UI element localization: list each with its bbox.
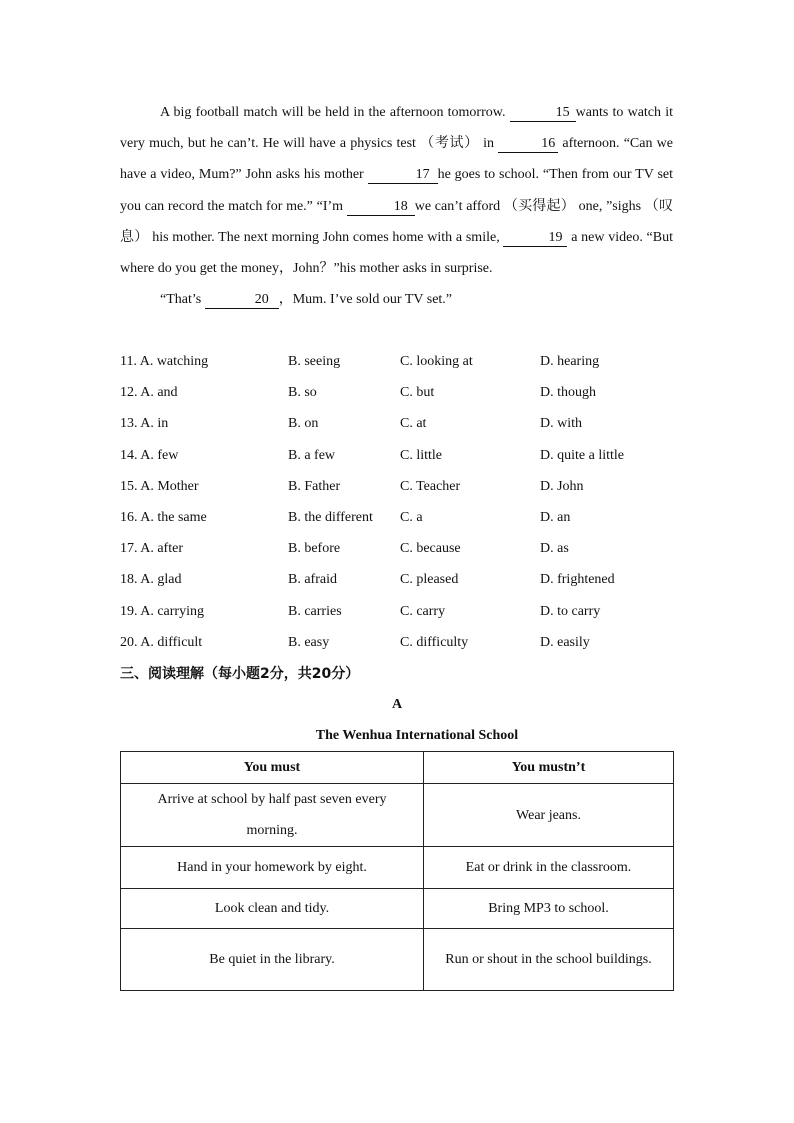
option-b: B. Father — [288, 478, 341, 494]
option-d: D. an — [540, 509, 571, 525]
option-a: 14. A. few — [120, 447, 179, 463]
school-title: The Wenhua International School — [315, 728, 519, 743]
option-d: D. with — [540, 416, 582, 432]
option-a: 13. A. in — [120, 416, 169, 432]
option-a: 18. A. glad — [120, 572, 182, 588]
option-d: D. though — [540, 385, 596, 401]
passage-text: ，Mum. I’ve sold our TV set.” — [278, 292, 453, 308]
option-c: C. because — [400, 541, 461, 557]
must-cell: Be quiet in the library. — [121, 929, 424, 991]
mustnt-cell: Run or shout in the school buildings. — [424, 929, 674, 991]
option-d: D. frightened — [540, 572, 615, 588]
option-c: C. little — [400, 447, 442, 463]
question-row — [120, 627, 680, 658]
header-you-must: You must — [121, 752, 424, 784]
mustnt-cell: Wear jeans. — [424, 784, 674, 847]
cloze-passage — [120, 97, 673, 315]
option-a: 19. A. carrying — [120, 603, 204, 619]
option-a: 12. A. and — [120, 385, 178, 401]
question-row — [120, 596, 680, 627]
part-letter: A — [391, 697, 403, 712]
option-d: D. hearing — [540, 354, 600, 369]
option-d: D. easily — [540, 634, 590, 650]
must-cell: Look clean and tidy. — [121, 889, 424, 929]
school-rules-table — [120, 751, 674, 991]
option-b: B. on — [288, 416, 319, 432]
table-header-row — [121, 752, 674, 784]
option-a: 17. A. after — [120, 541, 183, 557]
section-heading: 三、阅读理解（每小题2分，共20分） — [120, 666, 360, 682]
blank-16: 16 — [498, 136, 558, 153]
option-b: B. a few — [288, 447, 336, 463]
passage-text: wants to watch it very much, but he can’t. He will have a physics test （考试） in — [120, 105, 673, 152]
option-b: B. afraid — [288, 572, 337, 588]
passage-paragraph-1 — [120, 97, 673, 284]
question-row — [120, 346, 680, 377]
must-cell: Arrive at school by half past seven every morning. — [121, 784, 424, 847]
option-c: C. pleased — [400, 572, 459, 588]
answer-options — [120, 346, 680, 658]
option-c: C. Teacher — [400, 478, 461, 494]
option-c: C. looking at — [400, 354, 473, 369]
blank-15: 15 — [510, 105, 576, 122]
passage-text: “That’s — [160, 292, 205, 308]
option-b: B. carries — [288, 603, 342, 619]
header-you-mustnt: You mustn’t — [424, 752, 674, 784]
mustnt-cell: Bring MP3 to school. — [424, 889, 674, 929]
question-row — [120, 440, 680, 471]
option-d: D. as — [540, 541, 569, 557]
must-cell: Hand in your homework by eight. — [121, 847, 424, 889]
mustnt-cell: Eat or drink in the classroom. — [424, 847, 674, 889]
passage-text: afternoon. “Can we have a video, Mum?” John asks his mother — [120, 136, 674, 183]
question-row — [120, 471, 680, 502]
blank-18: 18 — [347, 199, 415, 216]
question-row — [120, 502, 680, 533]
option-b: B. easy — [288, 634, 330, 650]
question-row — [120, 408, 680, 439]
option-c: C. a — [400, 509, 423, 525]
blank-17: 17 — [368, 167, 438, 184]
blank-20: 20 — [205, 292, 279, 309]
table-row — [121, 847, 674, 889]
option-d: D. quite a little — [540, 447, 624, 463]
table-row — [121, 784, 674, 847]
question-row — [120, 564, 680, 595]
option-b: B. the different — [288, 509, 373, 525]
option-c: C. difficulty — [400, 634, 469, 650]
option-d: D. to carry — [540, 603, 601, 619]
option-a: 20. A. difficult — [120, 634, 203, 650]
option-a: 15. A. Mother — [120, 478, 199, 494]
passage-text: A big football match will be held in the afternoon tomorrow. — [160, 105, 510, 120]
option-a: 16. A. the same — [120, 509, 207, 525]
option-b: B. seeing — [288, 354, 341, 369]
option-c: C. but — [400, 385, 435, 401]
passage-text: he goes to school. “Then from our TV set you can record the match for me.” “I’m — [120, 167, 673, 214]
option-c: C. carry — [400, 603, 446, 619]
option-d: D. John — [540, 478, 584, 494]
option-c: C. at — [400, 416, 427, 432]
table-row — [121, 929, 674, 991]
option-a: 11. A. watching — [120, 354, 209, 369]
passage-text: we can’t afford （买得起） one, ”sighs （叹息） his mother. The next morning John comes home with a smile, — [120, 198, 673, 245]
passage-text: a new video. “But where do you get the money，John？”his mother asks in surprise. — [120, 229, 673, 277]
question-row — [120, 377, 680, 408]
table-row — [121, 889, 674, 929]
option-b: B. before — [288, 541, 341, 557]
question-row — [120, 533, 680, 564]
passage-paragraph-2 — [120, 284, 673, 315]
option-b: B. so — [288, 385, 317, 401]
blank-19: 19 — [503, 230, 567, 247]
